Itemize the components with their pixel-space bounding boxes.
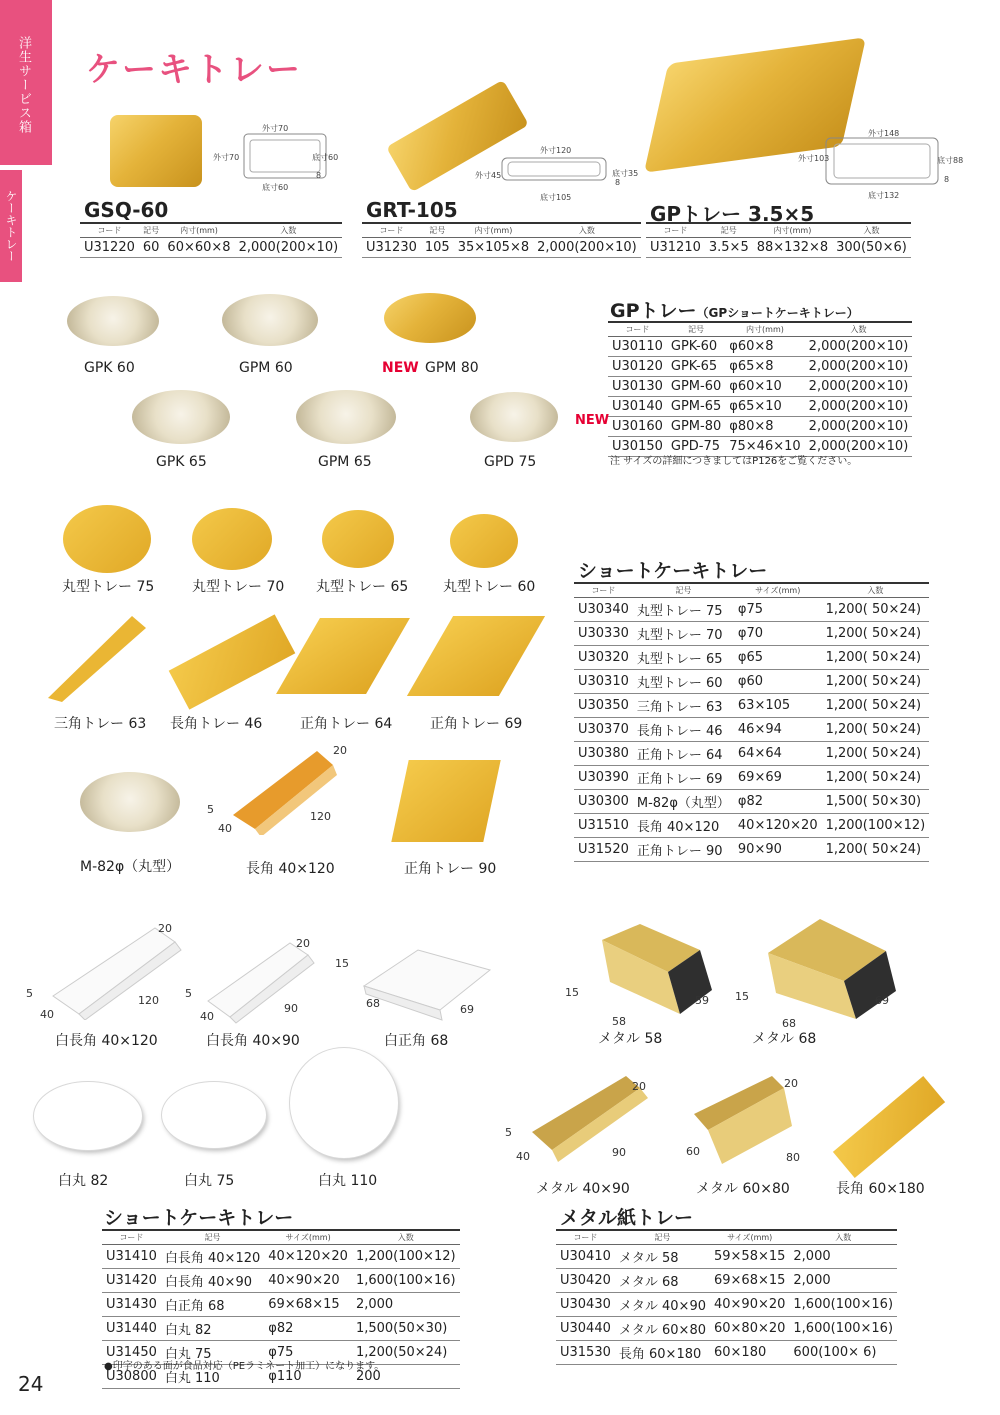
table-row: U31520 正角トレー 90 90×90 1,200( 50×24) — [574, 838, 929, 862]
table-row: U30110 GPK-60 φ60×8 2,000(200×10) — [608, 337, 912, 357]
table-row: U30310 丸型トレー 60 φ60 1,200( 50×24) — [574, 670, 929, 694]
metal6080-width: 60 — [686, 1145, 700, 1158]
gp35x5-outer-w: 外寸148 — [868, 129, 900, 138]
gpk60-label: GPK 60 — [84, 360, 135, 376]
table-row: U30380 正角トレー 64 64×64 1,200( 50×24) — [574, 742, 929, 766]
metal58-b: 59 — [695, 994, 709, 1007]
white-square68-b: 69 — [460, 1003, 474, 1016]
white-round75-label: 白丸 75 — [184, 1173, 235, 1189]
table-row: U30430 メタル 40×90 40×90×20 1,600(100×16) — [556, 1293, 897, 1317]
square64-label: 正角トレー 64 — [300, 716, 393, 732]
square69-label: 正角トレー 69 — [430, 716, 523, 732]
table-row: U31510 長角 40×120 40×120×20 1,200(100×12) — [574, 814, 929, 838]
grt105-depth: 8 — [615, 178, 621, 187]
table-row: U31410 白長角 40×120 40×120×20 1,200(100×12) — [102, 1245, 460, 1269]
gp35x5-diagram — [822, 132, 942, 194]
side-tab-category-label: 洋生サービス箱 — [16, 36, 31, 134]
grt105-diagram — [498, 150, 613, 195]
metal-table: コード 記号 サイズ(mm) 入数 U30410 メタル 58 59×58×15 2,000 U30420 メタル 68 69×68×15 2,000 U30430 メタル 40×90 40×90×20 1,600(100×16) U30440 メタル 60×80 60×80×20 1,600(100×16) U31530 長角 60×180 60×180 600(100× 6) — [556, 1229, 897, 1365]
table-row: U31440 白丸 82 φ82 1,500(50×30) — [102, 1317, 460, 1341]
grt105-title: GRT-105 — [366, 198, 458, 222]
gp-table-note: 注 サイズの詳細につきましてはP126をご覧ください。 — [610, 456, 858, 467]
table-row: U31430 白正角 68 69×68×15 2,000 — [102, 1293, 460, 1317]
white-long90-width: 40 — [200, 1010, 214, 1023]
long40x120-height: 20 — [333, 744, 347, 757]
white-long90-depth: 5 — [185, 987, 192, 1000]
white-long120-length: 120 — [138, 994, 159, 1007]
table-row: U30330 丸型トレー 70 φ70 1,200( 50×24) — [574, 622, 929, 646]
square69-photo — [407, 616, 545, 696]
table-row: U31230 105 35×105×8 2,000(200×10) — [362, 238, 641, 258]
gpm80-label: GPM 80 — [425, 360, 479, 376]
triangle63-label: 三角トレー 63 — [54, 716, 147, 732]
table-row: U30140 GPM-65 φ65×10 2,000(200×10) — [608, 397, 912, 417]
table-row: U30350 三角トレー 63 63×105 1,200( 50×24) — [574, 694, 929, 718]
gp35x5-bottom-w: 底寸132 — [868, 191, 900, 200]
square64-photo — [276, 618, 410, 694]
long40x120-length: 120 — [310, 810, 331, 823]
white-long120-height: 20 — [158, 922, 172, 935]
long60180-photo — [833, 1076, 945, 1178]
white-long90-length: 90 — [284, 1002, 298, 1015]
white-long90-photo — [200, 935, 330, 1025]
table-row: U30150 GPD-75 75×46×10 2,000(200×10) — [608, 437, 912, 457]
white-long120-width: 40 — [40, 1008, 54, 1021]
round65-photo — [322, 510, 394, 568]
table-row: U31210 3.5×5 88×132×8 300(50×6) — [646, 238, 911, 258]
gp-table: コード 記号 内寸(mm) 入数 U30110 GPK-60 φ60×8 2,000(200×10) U30120 GPK-65 φ65×8 2,000(200×10) U30130 GPM-60 φ60×10 2,000(200×10) U30140 GPM-65 φ65×10 2,000(200×10) U30160 GPM-80 φ80×8 2,000(200×10) U30150 GPD-75 75×46×10 2,000(200×10) — [608, 321, 912, 457]
grt105-outer-h: 外寸45 — [475, 171, 502, 180]
page-number: 24 — [18, 1372, 44, 1396]
metal58-label: メタル 58 — [598, 1031, 663, 1047]
white-round82-photo — [34, 1082, 142, 1150]
metal68-b: 69 — [875, 994, 889, 1007]
page-title: ケーキトレー — [86, 50, 302, 90]
white-long120-depth: 5 — [26, 987, 33, 1000]
white-long90-height: 20 — [296, 937, 310, 950]
table-row: U30160 GPM-80 φ80×8 2,000(200×10) — [608, 417, 912, 437]
table-row: U30420 メタル 68 69×68×15 2,000 — [556, 1269, 897, 1293]
metal-table-title: メタル紙トレー — [560, 1207, 694, 1229]
metal68-label: メタル 68 — [752, 1031, 817, 1047]
white-square68-photo — [358, 944, 498, 1024]
table-row: U31220 60 60×60×8 2,000(200×10) — [80, 238, 342, 258]
grt105-bottom-h: 底寸35 — [612, 169, 639, 178]
side-tab-category — [0, 0, 52, 165]
gpk65-label: GPK 65 — [156, 454, 207, 470]
table-row: U31450 白丸 75 φ75 1,200(50×24) — [102, 1341, 460, 1365]
gpm60-photo — [222, 294, 318, 346]
gsq60-table: コード 記号 内寸(mm) 入数 U31220 60 60×60×8 2,000(200×10) — [80, 222, 342, 258]
white-table: コード 記号 サイズ(mm) 入数 U31410 白長角 40×120 40×120×20 1,200(100×12) U31420 白長角 40×90 40×90×20 1,600(100×16) U31430 白正角 68 69×68×15 2,000 U31440 白丸 82 φ82 1,500(50×30) U31450 白丸 75 φ75 1,200(50×24) U30800 白丸 110 φ110 200 — [102, 1229, 460, 1389]
white-square68-label: 白正角 68 — [384, 1033, 449, 1049]
gpm65-photo — [296, 390, 396, 444]
gp35x5-outer-h: 外寸103 — [798, 154, 830, 163]
white-round110-photo — [290, 1048, 398, 1158]
gp35x5-table: コード 記号 内寸(mm) 入数 U31210 3.5×5 88×132×8 300(50×6) — [646, 222, 911, 258]
table-row: U30340 丸型トレー 75 φ75 1,200( 50×24) — [574, 598, 929, 622]
gpm65-label: GPM 65 — [318, 454, 372, 470]
table-row: U31420 白長角 40×90 40×90×20 1,600(100×16) — [102, 1269, 460, 1293]
white-table-title: ショートケーキトレー — [104, 1207, 294, 1229]
white-round110-label: 白丸 110 — [318, 1173, 378, 1189]
metal68-height: 15 — [735, 990, 749, 1003]
gp-table-new-badge: NEW — [575, 413, 610, 428]
table-row: U30120 GPK-65 φ65×8 2,000(200×10) — [608, 357, 912, 377]
metal4090-width: 40 — [516, 1150, 530, 1163]
round75-label: 丸型トレー 75 — [62, 579, 155, 595]
table-row: U30300 M-82φ（丸型） φ82 1,500( 50×30) — [574, 790, 929, 814]
round60-photo — [450, 514, 518, 568]
metal4090-height: 20 — [632, 1080, 646, 1093]
metal58-height: 15 — [565, 986, 579, 999]
metal4090-length: 90 — [612, 1146, 626, 1159]
round60-label: 丸型トレー 60 — [443, 579, 536, 595]
gsq60-depth: 8 — [316, 171, 322, 180]
gpm60-label: GPM 60 — [239, 360, 293, 376]
metal58-a: 58 — [612, 1015, 626, 1028]
gsq60-title: GSQ-60 — [84, 198, 169, 222]
table-row: U31530 長角 60×180 60×180 600(100× 6) — [556, 1341, 897, 1365]
metal4090-depth: 5 — [505, 1126, 512, 1139]
table-row: U30320 丸型トレー 65 φ65 1,200( 50×24) — [574, 646, 929, 670]
gpd75-photo — [470, 392, 558, 442]
table-row: U30370 長角トレー 46 46×94 1,200( 50×24) — [574, 718, 929, 742]
long46-photo — [169, 614, 296, 709]
long46-label: 長角トレー 46 — [170, 716, 263, 732]
metal4090-label: メタル 40×90 — [536, 1181, 630, 1197]
table-row: U30410 メタル 58 59×58×15 2,000 — [556, 1245, 897, 1269]
side-tab-subcategory-label: ケーキトレー — [4, 190, 18, 262]
table-row: U30440 メタル 60×80 60×80×20 1,600(100×16) — [556, 1317, 897, 1341]
short-table: コード 記号 サイズ(mm) 入数 U30340 丸型トレー 75 φ75 1,200( 50×24) U30330 丸型トレー 70 φ70 1,200( 50×24) U30320 丸型トレー 65 φ65 1,200( 50×24) U30310 丸型トレー 60 φ60 1,200( 50×24) U30350 三角トレー 63 63×105 1,200( 50×24) U30370 長角トレー 46 46×94 1,200( 50×24) U30380 正角トレー 64 64×64 1,200( 50×24) U30390 正角トレー 69 69×69 1,200( 50×24) U30300 M-82φ（丸型） φ82 1,500( 50×30) U31510 長角 40×120 40×120×20 1,200(100×12) U31520 正角トレー 90 90×90 1,200( 50×24) — [574, 582, 929, 862]
gpk65-photo — [132, 390, 230, 444]
gp35x5-bottom-h: 底寸88 — [937, 156, 964, 165]
m82-label: M-82φ（丸型） — [80, 859, 181, 875]
round70-photo — [192, 508, 272, 570]
gp-table-title: GPトレー（GPショートケーキトレー） — [610, 300, 859, 322]
round65-label: 丸型トレー 65 — [316, 579, 409, 595]
metal6080-length: 80 — [786, 1151, 800, 1164]
white-round75-photo — [162, 1082, 266, 1148]
table-row: U30130 GPM-60 φ60×10 2,000(200×10) — [608, 377, 912, 397]
white-round82-label: 白丸 82 — [58, 1173, 109, 1189]
m82-photo — [80, 772, 180, 832]
long40x120-depth: 5 — [207, 803, 214, 816]
square90-label: 正角トレー 90 — [404, 861, 497, 877]
grt105-table: コード 記号 内寸(mm) 入数 U31230 105 35×105×8 2,000(200×10) — [362, 222, 641, 258]
grt105-bottom-w: 底寸105 — [540, 193, 572, 202]
long40x120-label: 長角 40×120 — [246, 861, 335, 877]
short-table-title: ショートケーキトレー — [578, 560, 768, 582]
white-square68-height: 15 — [335, 957, 349, 970]
gpm80-new-badge: NEW — [382, 360, 419, 376]
long60180-label: 長角 60×180 — [836, 1181, 925, 1197]
table-row: U30390 正角トレー 69 69×69 1,200( 50×24) — [574, 766, 929, 790]
square90-photo — [391, 760, 500, 842]
gp35x5-title: GPトレー 3.5×5 — [650, 202, 815, 226]
white-table-note: ●印字のある面が食品対応（PEラミネート加工）になります。 — [104, 1361, 385, 1372]
triangle63-photo — [44, 610, 154, 702]
long40x120-width: 40 — [218, 822, 232, 835]
gpd75-label: GPD 75 — [484, 454, 537, 470]
gsq60-bottom-h: 底寸60 — [312, 153, 339, 162]
gp35x5-depth: 8 — [944, 175, 950, 184]
metal6080-height: 20 — [784, 1077, 798, 1090]
white-square68-a: 68 — [366, 997, 380, 1010]
gsq60-photo — [110, 115, 202, 187]
gpk60-photo — [67, 296, 159, 346]
white-long90-label: 白長角 40×90 — [206, 1033, 300, 1049]
metal6080-label: メタル 60×80 — [696, 1181, 790, 1197]
gsq60-outer-w: 外寸70 — [262, 124, 289, 133]
gpm80-photo — [384, 293, 476, 343]
round70-label: 丸型トレー 70 — [192, 579, 285, 595]
round75-photo — [63, 505, 151, 573]
table-row: U30800 白丸 110 φ110 200 — [102, 1365, 460, 1389]
grt105-outer-w: 外寸120 — [540, 146, 572, 155]
side-tab-subcategory — [0, 170, 22, 282]
metal68-photo — [750, 915, 900, 1025]
metal68-a: 68 — [782, 1017, 796, 1030]
gsq60-bottom-w: 底寸60 — [262, 183, 289, 192]
gsq60-outer-h: 外寸70 — [213, 153, 240, 162]
white-long120-label: 白長角 40×120 — [55, 1033, 158, 1049]
white-long120-photo — [45, 920, 195, 1020]
